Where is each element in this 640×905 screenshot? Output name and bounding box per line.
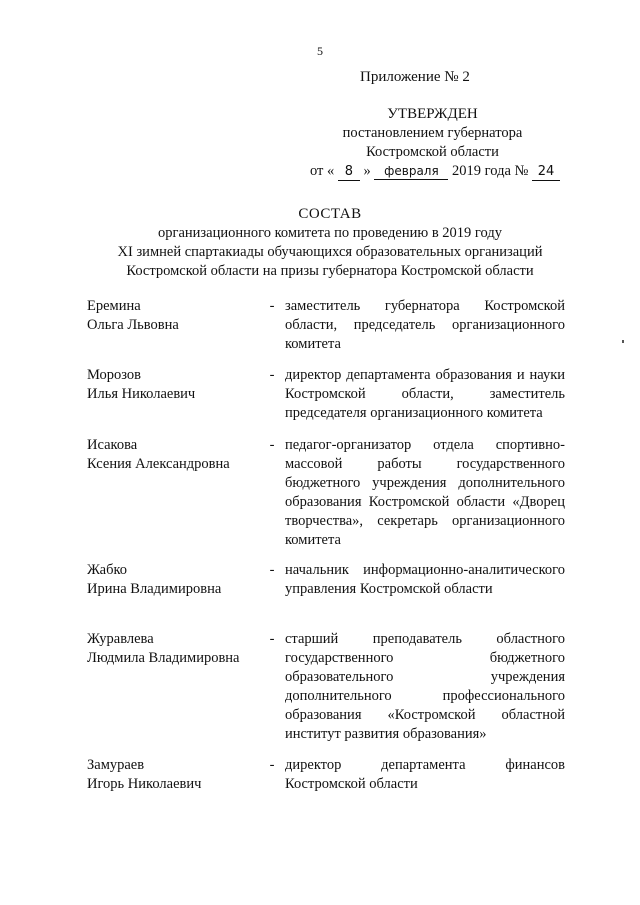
member-row <box>87 366 565 436</box>
member-given-name: Ксения Александровна <box>87 456 230 472</box>
member-role: директор департамента образования и науки Костромской области, заместитель председателя организационного комитета <box>285 367 565 421</box>
member-name <box>87 756 262 794</box>
approved-by-line: постановлением губернатора <box>342 125 523 141</box>
member-name <box>87 436 262 474</box>
member-role: педагог-организатор отдела спортивно-массовой работы государственного бюджетного учреждения дополнительного образования Костромской области «Дворец творчества», секретарь организационного комитета <box>285 437 565 548</box>
date-mid: » <box>363 163 371 179</box>
appendix-label: Приложение № 2 <box>360 69 470 85</box>
member-surname: Еремина <box>87 298 141 314</box>
member-name <box>87 561 262 599</box>
title-line-3: Костромской области на призы губернатора Костромской области <box>126 263 534 279</box>
page-number: 5 <box>317 44 323 58</box>
committee-member-list <box>87 297 565 806</box>
title-line-1: организационного комитета по проведению в 2019 году <box>158 225 502 241</box>
member-dash: - <box>269 437 275 453</box>
doc-number-field: 24 <box>532 164 560 181</box>
member-surname: Морозов <box>87 367 142 383</box>
member-surname: Журавлева <box>87 631 154 647</box>
region-line: Костромской области <box>366 144 499 160</box>
member-dash: - <box>269 298 275 314</box>
member-dash: - <box>269 562 275 578</box>
approved-stamp-title: УТВЕРЖДЕН <box>387 106 478 122</box>
member-role: старший преподаватель областного государственного бюджетного образовательного учреждения дополнительного профессионального образования «Костромской областной институт развития образования» <box>285 631 565 742</box>
member-given-name: Ольга Львовна <box>87 317 179 333</box>
date-month-field: февраля <box>374 163 448 180</box>
document-title: СОСТАВ <box>298 206 362 222</box>
member-surname: Замураев <box>87 757 145 773</box>
member-dash: - <box>269 367 275 383</box>
member-name <box>87 630 262 668</box>
year-and-number-label: 2019 года № <box>452 163 529 179</box>
member-name <box>87 366 262 404</box>
member-role: начальник информационно-аналитического управления Костромской области <box>285 562 565 597</box>
member-surname: Исакова <box>87 437 138 453</box>
member-given-name: Людмила Владимировна <box>87 650 240 666</box>
date-prefix: от « <box>310 163 335 179</box>
scan-speck <box>622 340 624 343</box>
document-heading <box>80 205 580 281</box>
member-row <box>87 756 565 806</box>
member-row <box>87 561 565 630</box>
resolution-date-line <box>310 162 560 181</box>
member-surname: Жабко <box>87 562 128 578</box>
member-given-name: Ирина Владимировна <box>87 581 222 597</box>
member-dash: - <box>269 631 275 647</box>
member-row <box>87 630 565 756</box>
member-role: директор департамента финансов Костромской области <box>285 757 565 792</box>
member-role: заместитель губернатора Костромской области, председатель организационного комитета <box>285 298 565 352</box>
member-given-name: Игорь Николаевич <box>87 776 202 792</box>
date-day-field: 8 <box>338 164 360 181</box>
member-row <box>87 297 565 366</box>
member-dash: - <box>269 757 275 773</box>
member-row <box>87 436 565 561</box>
member-name <box>87 297 262 335</box>
member-given-name: Илья Николаевич <box>87 386 196 402</box>
title-line-2: XI зимней спартакиады обучающихся образовательных организаций <box>117 244 543 260</box>
